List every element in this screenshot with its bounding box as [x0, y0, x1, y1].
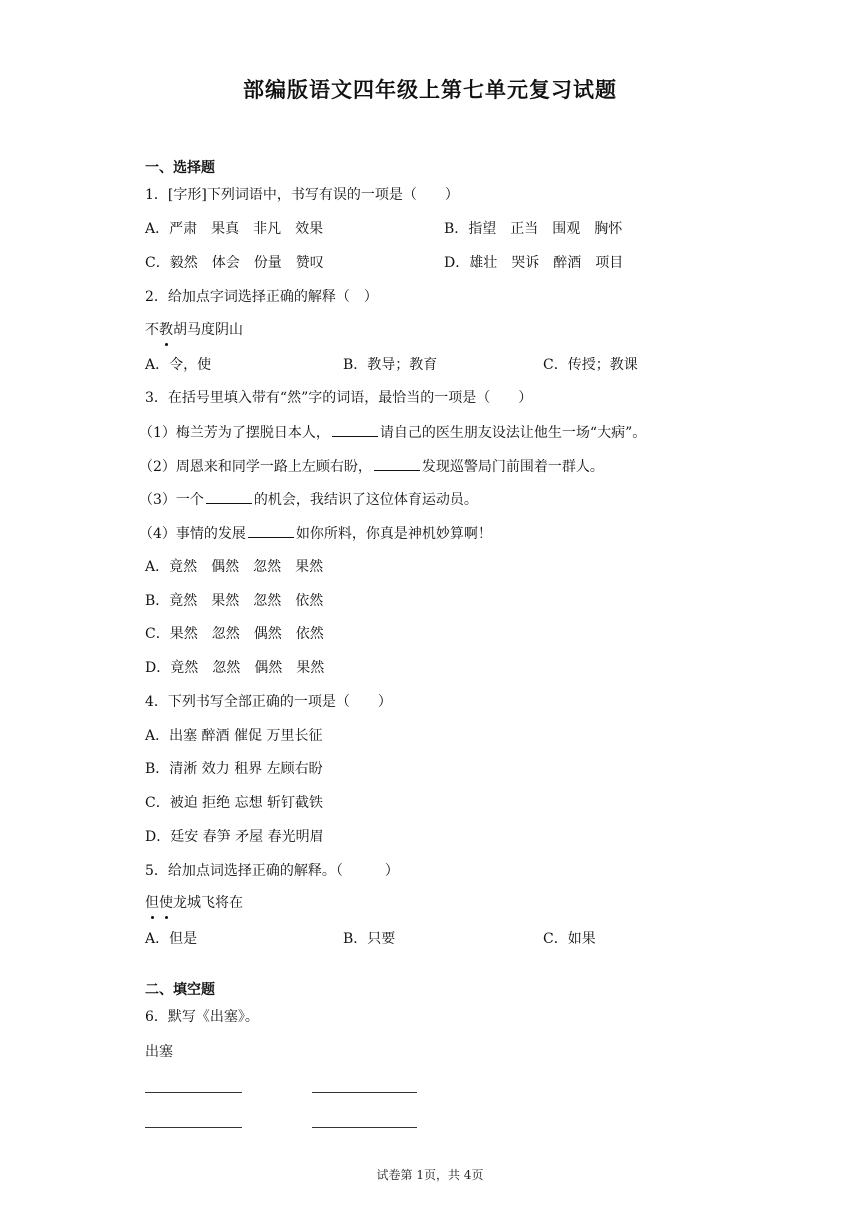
question-4-option-d: D．廷安 春笋 矛屋 春光明眉 [145, 829, 324, 845]
question-5-stem: 5．给加点词选择正确的解释。（ ） [145, 863, 399, 879]
question-4-option-c: C．被迫 拒绝 忘想 斩钉截铁 [145, 795, 324, 811]
section-heading-choice: 一、选择题 [145, 160, 215, 176]
question-3-stem: 3．在括号里填入带有“然”字的词语，最恰当的一项是（ ） [145, 390, 533, 406]
question-3-sentence-4: （4）事情的发展 如你所料，你真是神机妙算啊！ [139, 523, 492, 544]
question-2-stem: 2．给加点字词选择正确的解释（ ） [145, 289, 378, 305]
question-3-option-a: A．竟然 偶然 忽然 果然 [145, 559, 324, 575]
question-5-sentence: 但使龙城飞将在 [145, 895, 243, 911]
page-title: 部编版语文四年级上第七单元复习试题 [243, 78, 617, 102]
question-1-option-b: B．指望 正当 围观 胸怀 [444, 221, 623, 237]
fill-blank [206, 489, 252, 504]
question-3-sentence-3: （3）一个 的机会，我结识了这位体育运动员。 [139, 489, 478, 510]
question-4-option-b: B．清淅 效力 租界 左顾右盼 [145, 761, 323, 777]
question-1-option-d: D．雄壮 哭诉 醉酒 项目 [444, 255, 624, 271]
question-3-option-c: C．果然 忽然 偶然 依然 [145, 626, 324, 642]
section-heading-fill: 二、填空题 [145, 982, 215, 998]
question-4-stem: 4．下列书写全部正确的一项是（ ） [145, 694, 392, 710]
question-1-option-a: A．严肃 果真 非凡 效果 [145, 221, 324, 237]
fill-blank [332, 422, 378, 437]
answer-line[interactable] [312, 1127, 417, 1128]
question-2-option-a: A．令，使 [145, 357, 212, 373]
question-3-option-d: D．竟然 忽然 偶然 果然 [145, 660, 325, 676]
question-5-option-b: B．只要 [343, 931, 396, 947]
question-1-stem: 1．[字形]下列词语中，书写有误的一项是（ ） [145, 187, 459, 203]
fill-blank [374, 456, 420, 471]
emphasis-dot-char: 教 [159, 322, 173, 338]
answer-line[interactable] [145, 1092, 242, 1093]
emphasis-dot-char: 使 [159, 895, 173, 911]
question-2-option-b: B．教导；教育 [343, 357, 438, 373]
question-3-option-b: B．竟然 果然 忽然 依然 [145, 593, 324, 609]
fill-blank [248, 523, 294, 538]
question-3-sentence-2: （2）周恩来和同学一路上左顾右盼， 发现巡警局门前围着一群人。 [139, 456, 604, 477]
poem-title: 出塞 [145, 1044, 173, 1060]
question-5-option-c: C．如果 [543, 931, 596, 947]
question-2-sentence: 不教胡马度阴山 [145, 322, 243, 338]
question-1-option-c: C．毅然 体会 份量 赞叹 [145, 255, 324, 271]
question-4-option-a: A．出塞 醉酒 催促 万里长征 [145, 728, 323, 744]
question-6-stem: 6．默写《出塞》。 [145, 1009, 259, 1025]
answer-line[interactable] [312, 1092, 417, 1093]
question-5-option-a: A．但是 [145, 931, 198, 947]
emphasis-dot-char: 但 [145, 895, 159, 911]
page-footer: 试卷第 1页，共 4页 [376, 1168, 484, 1182]
question-3-sentence-1: （1）梅兰芳为了摆脱日本人， 请自己的医生朋友设法让他生一场“大病”。 [139, 422, 646, 443]
answer-line[interactable] [145, 1127, 242, 1128]
question-2-option-c: C．传授；教课 [543, 357, 638, 373]
